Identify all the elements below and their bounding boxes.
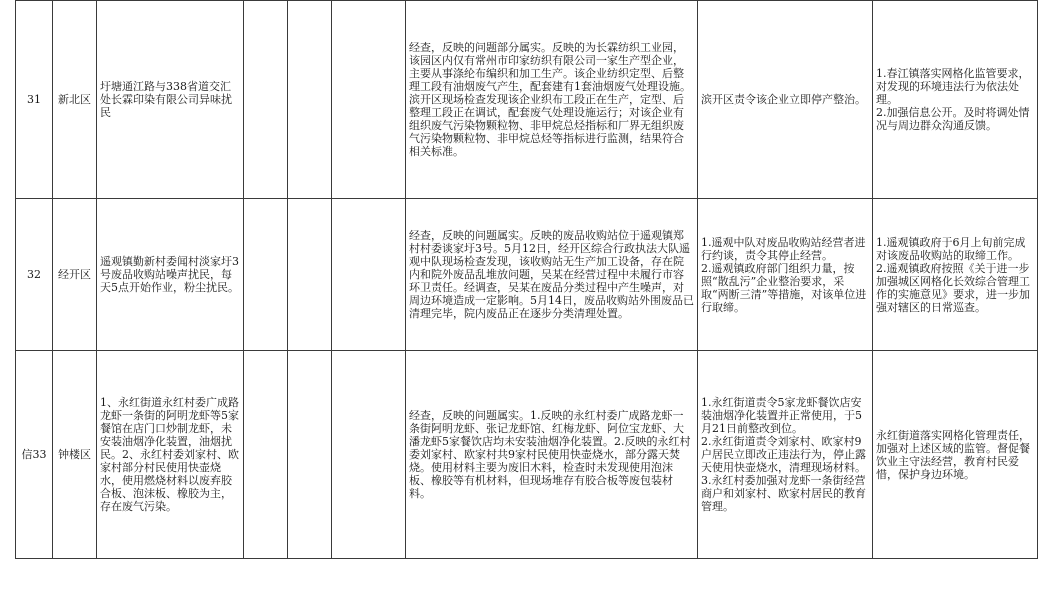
followup-measures [873,351,1038,559]
empty-cell [288,351,332,559]
handling-text: 3.永红村委加强对龙虾一条街经营商户和刘家村、欧家村居民的教育管理。 [701,474,866,513]
handling-measures [698,199,873,351]
followup-text: 1.春江镇落实网格化监管要求，对发现的环境违法行为依法处理。 [876,67,1030,106]
handling-text: 1.永红街道责令5家龙虾餐饮店安装油烟净化装置并正常使用，于5月21日前整改到位。 [701,396,862,435]
verification-result [406,351,698,559]
district: 经开区 [53,199,97,351]
verification-result [406,1,698,199]
table-row [16,351,1038,559]
complaint-content [97,351,244,559]
empty-cell [288,1,332,199]
handling-measures [698,351,873,559]
followup-measures [873,1,1038,199]
handling-measures [698,1,873,199]
empty-cell [244,351,288,559]
empty-cell [244,199,288,351]
verification-text: 经查，反映的问题部分属实。反映的为长霖纺织工业园，该园区内仅有常州市印家纺织有限公司一家生产型企业，主要从事涤纶布编织和加工生产。该企业纺织定型、后整理工段有油烟废气产生，配套建有1套油烟废气处理设施。滨开区现场检查发现该企业织布工段正在生产，定型、后整理工段正在调试，配套废气处理设施运行；对该企业有组织废气污染物颗粒物、非甲烷总烃指标和厂界无组织废气污染物颗粒物、非甲烷总烃等指标进行监测，结果符合相关标准。 [409,41,691,158]
handling-text: 2.遥观镇政府部门组织力量，按照“散乱污”企业整治要求，采取“两断三清”等措施，对该单位进行取缔。 [701,261,867,314]
empty-cell [288,199,332,351]
complaint-text: 遥观镇勤新村委闻村淡家圩3号废品收购站噪声扰民，每天5点开始作业，粉尘扰民。 [100,255,239,294]
complaint-text: 1、永红街道永红村委广成路龙虾一条街的阿明龙虾等5家餐馆在店门口炒制龙虾，未安装油烟净化装置，油烟扰民。2、永红村委刘家村、欧家村部分村民使用快壶烧水，使用燃烧材料以废弃胶合板、泡沫板、橡胶为主，存在废气污染。 [100,396,239,513]
verification-result [406,199,698,351]
followup-measures [873,199,1038,351]
handling-text: 滨开区责令该企业立即停产整治。 [701,93,866,106]
empty-cell [332,199,406,351]
table-row [16,1,1038,199]
complaint-text: 圩塘通江路与338省道交汇处长霖印染有限公司异味扰民 [100,80,232,119]
complaint-content [97,199,244,351]
district: 钟楼区 [53,351,97,559]
followup-text: 永红街道落实网格化管理责任，加强对上述区域的监管。督促餐饮业主守法经营，教育村民爱惜，保护身边环境。 [876,428,1030,481]
empty-cell [332,1,406,199]
followup-text: 1.遥观镇政府于6月上旬前完成对该废品收购站的取缔工作。 [876,235,1026,262]
verification-text: 经查，反映的问题属实。1.反映的永红村委广成路龙虾一条街阿明龙虾、张记龙虾馆、红梅龙虾、阿位宝龙虾、大潘龙虾5家餐饮店均未安装油烟净化装置。2.反映的永红村委刘家村、欧家村共9家村民使用快壶烧水，部分露天焚烧。使用材料主要为废旧木料，检查时未发现使用泡沫板、橡胶等有机材料，但现场堆存有胶合板等废包装材料。 [409,409,691,500]
handling-text: 2.永红街道责令刘家村、欧家村9户居民立即改正违法行为，停止露天使用快壶烧水，清理现场材料。 [701,435,866,474]
empty-cell [244,1,288,199]
empty-cell [332,351,406,559]
complaint-content [97,1,244,199]
row-number: 32 [16,199,53,351]
row-number: 31 [16,1,53,199]
row-number: 信33 [16,351,53,559]
report-table [15,0,1038,559]
verification-text: 经查，反映的问题属实。反映的废品收购站位于遥观镇郑村村委谈家圩3号。5月12日，经开区综合行政执法大队遥观中队现场检查发现，该收购站无生产加工设备，存在院内和院外废品乱堆放问题，吴某在经营过程中未履行市容环卫责任。经调查，吴某在废品分类过程中产生噪声，对周边环境造成一定影响。5月14日，废品收购站外围废品已清理完毕，院内废品正在逐步分类清理处置。 [409,229,694,320]
handling-text: 1.遥观中队对废品收购站经营者进行约谈，责令其停止经营。 [701,235,866,262]
followup-text: 2.遥观镇政府按照《关于进一步加强城区网格化长效综合管理工作的实施意见》要求，进一步加强对辖区的日常巡查。 [876,261,1030,314]
table-row [16,199,1038,351]
followup-text: 2.加强信息公开。及时将调处情况与周边群众沟通反馈。 [876,106,1030,132]
district: 新北区 [53,1,97,199]
